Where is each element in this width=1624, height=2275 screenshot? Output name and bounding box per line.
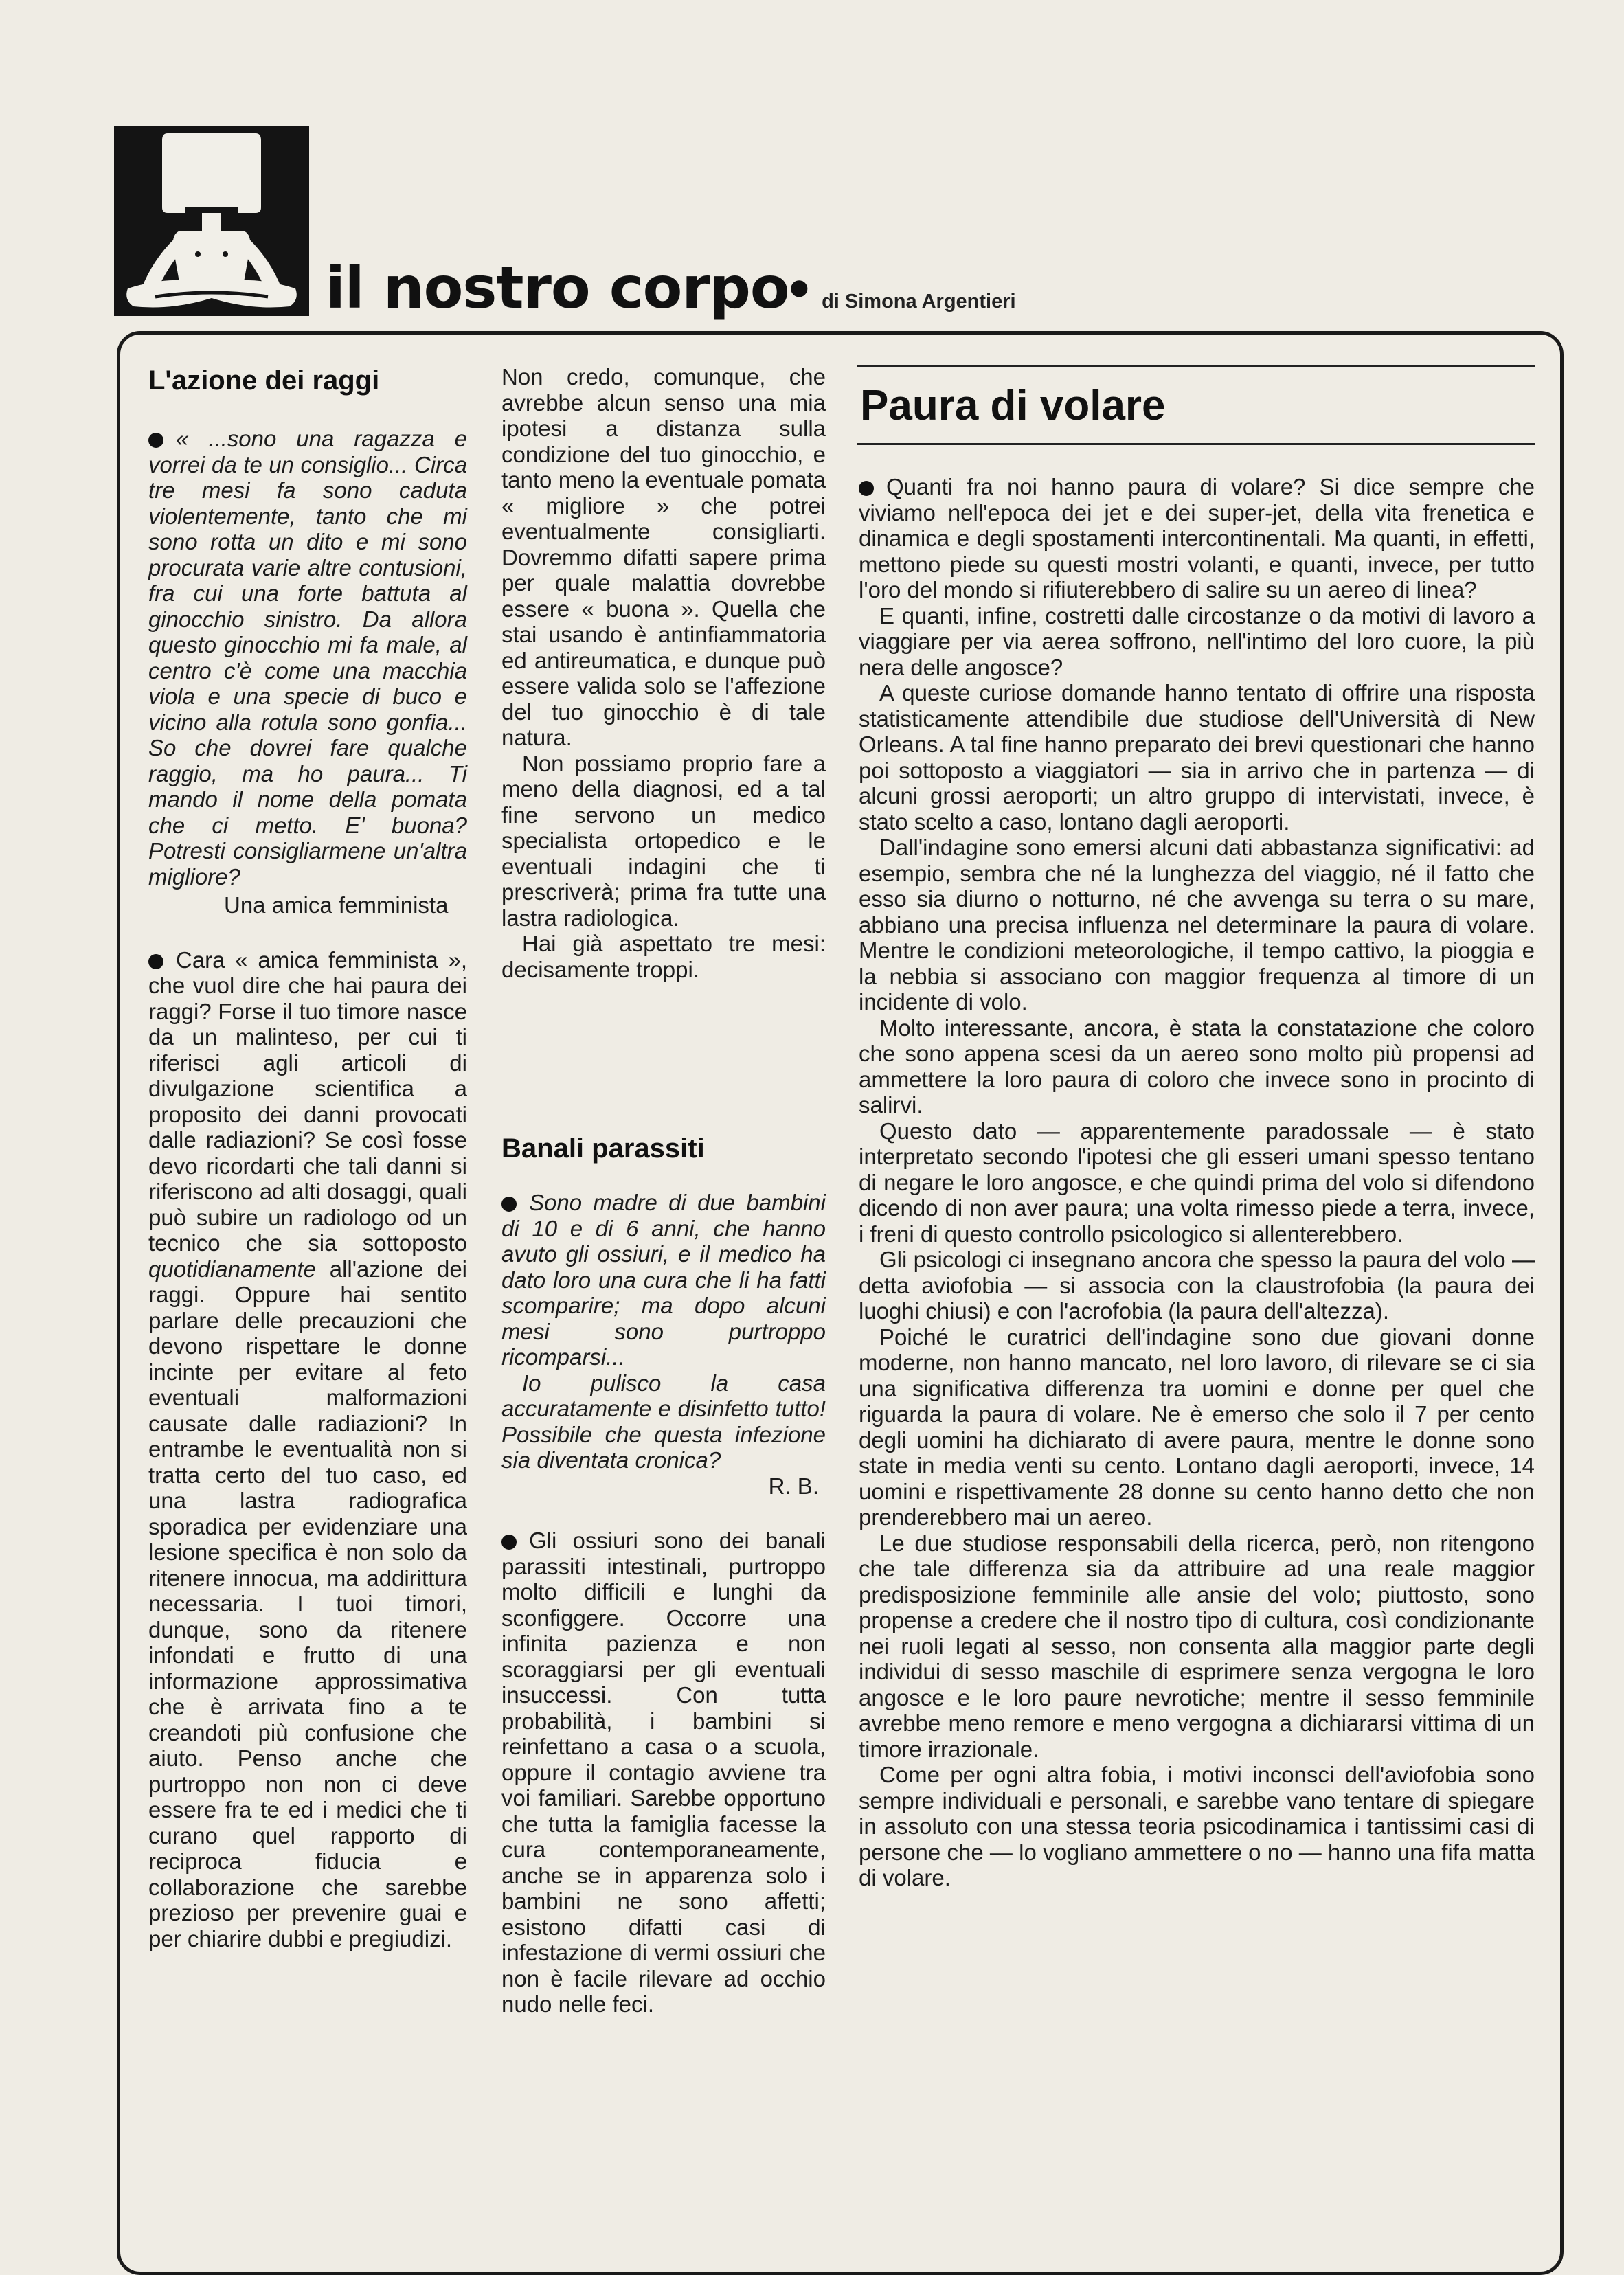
article-para: Come per ogni altra fobia, i motivi inconsci dell'aviofobia sono sempre individuali e personali, e sarebbe vano tentare di spiegare in assoluto con una stessa teoria psicodinamica i tantissimi casi di persone che — lo vogliano ammettere o no — hanno una fifa matta di volare. — [859, 1762, 1535, 1890]
byline: di Simona Argentieri — [822, 291, 1016, 313]
article-para: Poiché le curatrici dell'indagine sono due giovani donne moderne, non hanno mancato, nel loro lavoro, di rilevare se ci sia una significativa differenza tra uomini e donne per quel che riguarda la paura di volare. Ne è emerso che solo il 7 per cento degli uomini ha dichiarato di avere paura, mentre le donne sono state in media venti su cento. Lontano dagli aeroporti, invece, 14 uomini e rispettivamente 28 donne su cento hanno detto che non prenderebbero mai un aereo. — [859, 1324, 1535, 1530]
meditating-figure-icon — [114, 126, 309, 316]
reply-text: Cara « amica femminista », che vuol dire che hai paura dei raggi? Forse il tuo timore nasce da un malinteso, per cui ti riferisci agli articoli di divulgazione scientifica a proposito dei danni provocati dalle radiazioni? Se così fosse devo ricordarti che tali danni si riferiscono ad alti dosaggi, quali può subire un radiologo od un tecnico che sia sottoposto quotidianamente all'azione dei raggi. Oppure hai sentito parlare delle precauzioni che devono rispettare le donne incinte per evitare al feto eventuali malformazioni causate dalle radiazioni? In entrambe le eventualità non si tratta certo del tuo caso, ed una lastra radiografica sporadica per evidenziare una lesione specifica è non solo da ritenere innocua, ma addirittura necessaria. I tuoi timori, dunque, sono da ritenere infondati e frutto di una informazione approssimativa che è arrivata fino a te creandoti più confusione che aiuto. Penso anche che purtroppo non non ci deve essere fra te ed i medici che ti curano quel rapporto di reciproca fiducia e collaborazione che sarebbe prezioso per prevenire guai e per chiarire dubbi e pregiudizi. — [148, 947, 467, 1951]
article-para: Molto interessante, ancora, è stata la constatazione che coloro che sono appena scesi da un aereo sono molto più propensi ad ammettere la loro paura di coloro che invece sono in procinto di salirvi. — [859, 1015, 1535, 1118]
reply-continued-para-3: Hai già aspettato tre mesi: decisamente troppi. — [501, 931, 826, 982]
middle-column — [501, 364, 826, 982]
letter-text: « ...sono una ragazza e vorrei da te un consiglio... Circa tre mesi fa sono caduta violentemente, tanto che mi sono rotta un dito e mi sono procurata varie altre contusioni, fra cui una forte battuta al ginocchio sinistro. Da allora questo ginocchio mi fa male, al centro c'è come una macchia viola e una specie di buco e vicino alla rotula sono gonfia... So che dovrei fare qualche raggio, ma ho paura... Ti mando il nome della pomata che ci metto. E' buona? Potresti consigliarmene un'altra migliore? — [148, 426, 467, 890]
reply-continued-para-2: Non possiamo proprio fare a meno della diagnosi, ed a tal fine servono un medico specialista ortopedico e le eventuali indagini che ti prescriverà; prima fra tutte una lastra radiologica. — [501, 750, 826, 931]
bullet-dot-icon — [501, 1535, 517, 1550]
letter2-signature: R. B. — [768, 1473, 819, 1499]
column-logo — [114, 126, 309, 316]
article-para: Quanti fra noi hanno paura di volare? Si dice sempre che viviamo nell'epoca dei jet e dei super-jet, della vita frenetica e dinamica e degli spostamenti intercontinentali. Ma quanti, in effetti, mettono piede su questi mostri volanti, e quanti, invece, per tutto l'oro del mondo si rifiuterebbero di salire su un aereo di linea? — [859, 474, 1535, 602]
article-para: Dall'indagine sono emersi alcuni dati abbastanza significativi: ad esempio, sembra che né la lunghezza del viaggio, né il fatto che esso sia diurno o notturno, né che avvenga su terra o su mare, abbiano una precisa influenza nel determinare la paura di volare. Mentre le condizioni meteorologiche, il tempo cattivo, la pioggia e la nebbia si associano con maggior frequenza al timore di un incidente di volo. — [859, 835, 1535, 1015]
reply2-text: Gli ossiuri sono dei banali parassiti intestinali, purtroppo molto difficili e lunghi da sconfiggere. Occorre una infinita pazienza e non scoraggiarsi per gli eventuali insuccessi. Con tutta probabilità, i bambini si reinfettano a casa o a scuola, oppure il contagio avviene tra voi familiari. Sarebbe opportuno che tutta la famiglia facesse la cura contemporaneamente, anche se in apparenza solo i bambini ne sono affetti; esistono difatti casi di infestazione di vermi ossiuri che non è facile rilevare ad occhio nudo nelle feci. — [501, 1528, 826, 2017]
article-para: E quanti, infine, costretti dalle circostanze o da motivi di lavoro a viaggiare per via aerea soffrono, nell'intimo del loro cuore, la più nera delle angosce? — [859, 602, 1535, 680]
column-title: il nostro corpo — [326, 254, 789, 321]
bullet-dot-icon — [859, 481, 874, 496]
title-dot: • — [789, 256, 810, 320]
bullet-dot-icon — [148, 954, 163, 969]
bullet-dot-icon — [148, 433, 163, 448]
heading-banali-parassiti: Banali parassiti — [501, 1133, 705, 1164]
letter2-text-cont: Io pulisco la casa accuratamente e disinfetto tutto! Possibile che questa infezione sia diventata cronica? — [501, 1370, 826, 1473]
main-title-box — [857, 365, 1535, 445]
masthead — [326, 254, 1016, 321]
article-para: Questo dato — apparentemente paradossale — è stato interpretato secondo l'ipotesi che gli esseri umani spesso tentano di negare le loro angosce, e che quindi prima del volo si difendono dicendo di non aver paura; una volta rimesso piede a terra, invece, i freni di questo controllo psicologico si allenterebbero. — [859, 1118, 1535, 1247]
letter-signature: Una amica femminista — [224, 892, 449, 918]
middle-column-lower — [501, 1190, 826, 2017]
left-column — [148, 426, 467, 1951]
reply-continued-para-1: Non credo, comunque, che avrebbe alcun senso una mia ipotesi a distanza sulla condizione del tuo ginocchio, e tanto meno la eventuale pomata « migliore » che potrei eventualmente consigliarti. Dovremmo difatti sapere prima per quale malattia dovrebbe essere « buona ». Quella che stai usando è antinfiammatoria ed antireumatica, e dunque può essere valida solo se l'affezione del tuo ginocchio è di tale natura. — [501, 364, 826, 750]
right-column — [859, 474, 1535, 1891]
article-para: Le due studiose responsabili della ricerca, però, non ritengono che tale differenza sia da attribuire ad una reale maggior predisposizione femminile alle ansie del volo; piuttosto, sono propense a credere che il nostro tipo di cultura, così condizionante nei ruoli legati al sesso, non consenta alla maggior parte degli individui di sesso maschile di esprimere senza vergogna le loro angosce e le loro paure nevrotiche; mentre il sesso femminile avrebbe meno remore e meno vergogna a dichiararsi vittima di un timore irrazionale. — [859, 1530, 1535, 1762]
heading-azione-raggi: L'azione dei raggi — [148, 365, 380, 396]
article-para: A queste curiose domande hanno tentato di offrire una risposta statisticamente attendibile due studiose dell'Università di New Orleans. A tal fine hanno preparato dei brevi questionari che hanno poi sottoposto a viaggiatori — sia in arrivo che in partenza — di alcuni grossi aeroporti; un altro gruppo di intervistati, invece, è stato scelto a caso, lontano dagli aeroporti. — [859, 680, 1535, 835]
letter2-text: Sono madre di due bambini di 10 e di 6 anni, che hanno avuto gli ossiuri, e il medico ha dato loro una cura che li ha fatti scomparire; ma dopo alcuni mesi sono purtroppo ricomparsi... — [501, 1190, 826, 1370]
bullet-dot-icon — [501, 1197, 517, 1212]
article-para: Gli psicologi ci insegnano ancora che spesso la paura del volo — detta aviofobia — si associa con la claustrofobia (la paura dei luoghi chiusi) e con l'acrofobia (la paura dell'altezza). — [859, 1247, 1535, 1324]
main-article-title: Paura di volare — [860, 381, 1166, 429]
